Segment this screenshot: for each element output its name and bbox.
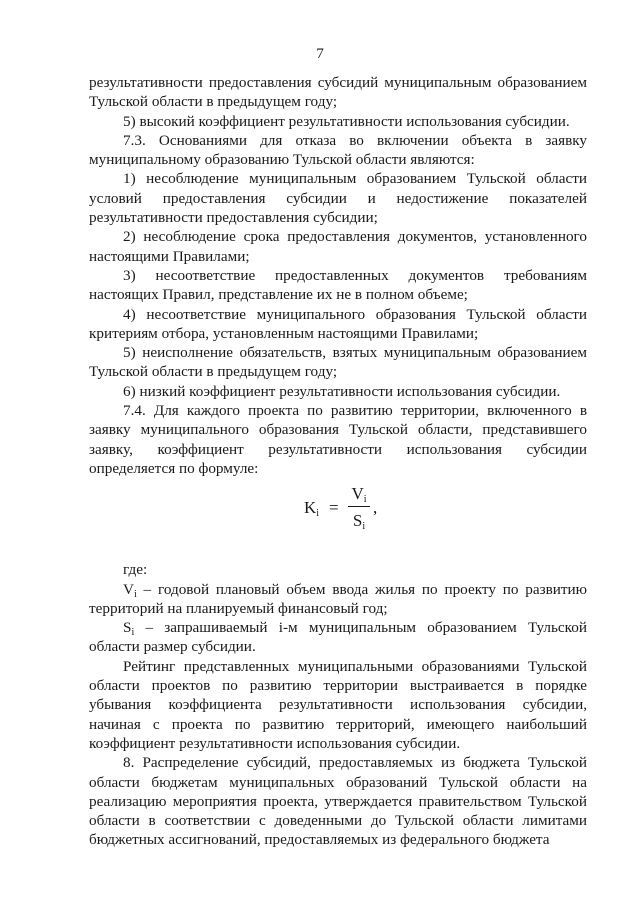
definition-text: – запрашиваемый i-м муниципальным образованием Тульской области размер субсидии. — [89, 619, 587, 656]
paragraph: 5) высокий коэффициент результативности использования субсидии. — [123, 112, 570, 130]
page-number: 7 — [316, 45, 324, 62]
paragraph: 2) несоблюдение срока предоставления документов, установленного настоящими Правилами; — [89, 228, 587, 265]
where-label: где: — [123, 561, 148, 579]
definition-subscript: i — [131, 627, 135, 639]
paragraph: 4) несоответствие муниципального образования Тульской области критериям отбора, установленным настоящими Правилами; — [89, 305, 587, 342]
paragraph: 3) несоответствие предоставленных документов требованиям настоящих Правил, представление их не в полном объеме; — [89, 266, 587, 304]
definition-symbol: S — [123, 619, 132, 637]
formula-equals: = — [329, 498, 339, 518]
definition-text: – годовой плановый объем ввода жилья по проекту по развитию территорий на планируемый финансовый год; — [89, 580, 587, 617]
formula — [89, 482, 587, 540]
definition-item — [89, 580, 587, 619]
definition-symbol: V — [123, 580, 134, 598]
paragraph: результативности предоставления субсидий муниципальным образованием Тульской области в предыдущем году; — [89, 74, 587, 111]
definition-item — [89, 618, 587, 657]
definition-subscript: i — [133, 588, 137, 600]
paragraph: 7.4. Для каждого проекта по развитию территории, включенного в заявку муниципального образования Тульской области, представившего заявку, коэффициент результативности использования субсидии определяется по формуле: — [89, 402, 587, 477]
paragraph: 6) низкий коэффициент результативности использования субсидии. — [123, 382, 561, 400]
fraction-bar — [348, 506, 370, 507]
formula-trailing: , — [373, 498, 378, 518]
body-text — [89, 73, 587, 850]
formula-numerator: $V_i$ — [351, 484, 367, 506]
paragraphs-bottom — [89, 657, 587, 850]
definitions — [89, 580, 587, 657]
paragraph: 7.3. Основаниями для отказа во включении объекта в заявку муниципальному образованию Тульской области являются: — [89, 131, 587, 169]
paragraphs-top — [89, 73, 587, 478]
paragraph: 8. Распределение субсидий, предоставляемых из бюджета Тульской области бюджетам муниципальных образований Тульской области на реализацию мероприятия проекта, утверждается правительством Тульской области в соответствии с доведенными до Тульской области лимитами бюджетных ассигнований, предоставляемых из федерального бюджета — [89, 754, 587, 849]
formula-lhs: $K_i$ — [304, 498, 320, 520]
paragraph: Рейтинг представленных муниципальными образованиями Тульской области проектов по развитию территории выстраивается в порядке убывания коэффициента результативности использования субсидии, начиная с проекта по развитию территорий, имеющего наибольший коэффициент результативности использования субсидии. — [89, 657, 587, 752]
formula-denominator: $S_i$ — [352, 511, 366, 533]
formula-fraction — [348, 484, 370, 531]
paragraph: 5) неисполнение обязательств, взятых муниципальным образованием Тульской области в предыдущем году; — [89, 344, 587, 381]
paragraph: 1) несоблюдение муниципальным образованием Тульской области условий предоставления субсидии и недостижение показателей результативности предоставления субсидии; — [89, 170, 587, 227]
